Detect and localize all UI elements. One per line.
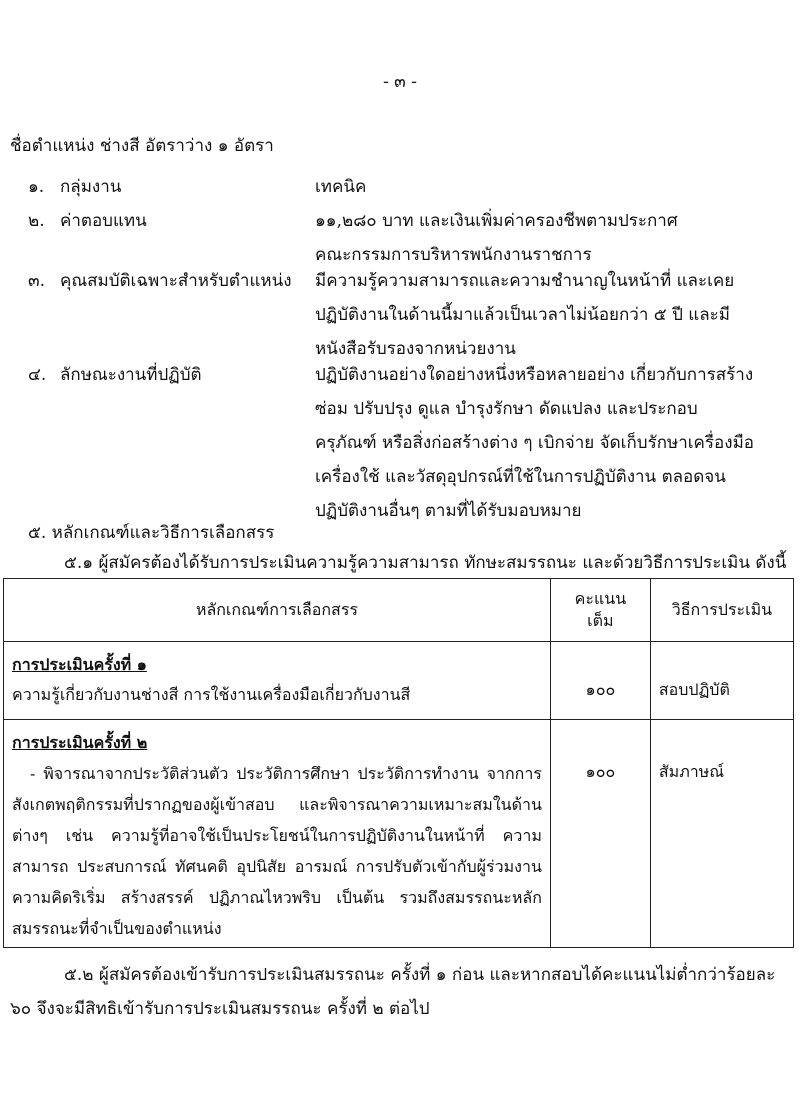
section5-title: ๕. หลักเกณฑ์และวิธีการเลือกสรร — [28, 523, 275, 543]
section5-2-line1: ๕.๒ ผู้สมัครต้องเข้ารับการประเมินสมรรถนะ ครั้งที่ ๑ ก่อน และหากสอบได้คะแนนไม่ต่ำกว่าร้อยละ — [64, 965, 776, 985]
round-title: การประเมินครั้งที่ ๑ — [12, 655, 147, 674]
item-number: ๒. — [28, 211, 45, 231]
item-number: ๓. — [28, 271, 46, 291]
item-value — [315, 204, 800, 272]
value-line: ครุภัณฑ์ หรือสิ่งก่อสร้างต่าง ๆ เบิกจ่าย จัดเก็บรักษาเครื่องมือ — [315, 433, 754, 453]
table-row — [4, 642, 794, 720]
method-value: สัมภาษณ์ — [658, 762, 725, 781]
value-line: ปฏิบัติงานอย่างใดอย่างหนึ่งหรือหลายอย่าง เกี่ยวกับการสร้าง — [315, 365, 754, 385]
item-label: กลุ่มงาน — [60, 177, 122, 197]
value-line: ปฏิบัติงานอื่นๆ ตามที่ได้รับมอบหมาย — [315, 501, 582, 521]
header-score — [550, 579, 650, 642]
value-line: ๑๑,๒๘๐ บาท และเงินเพิ่มค่าครองชีพตามประกาศ — [315, 211, 678, 231]
position-heading: ชื่อตำแหน่ง ช่างสี อัตราว่าง ๑ อัตรา — [10, 136, 274, 156]
item-label: คุณสมบัติเฉพาะสำหรับตำแหน่ง — [60, 271, 292, 291]
header-method: วิธีการประเมิน — [650, 579, 793, 642]
section5-2-line2: ๖๐ จึงจะมีสิทธิเข้ารับการประเมินสมรรถนะ ครั้งที่ ๒ ต่อไป — [10, 999, 430, 1019]
value-line: เครื่องใช้ และวัสดุอุปกรณ์ที่ใช้ในการปฏิบัติงาน ตลอดจน — [315, 467, 726, 487]
section5-1-text: ๕.๑ ผู้สมัครต้องได้รับการประเมินความรู้ความสามารถ ทักษะสมรรถนะ และด้วยวิธีการประเมิน ดังนี้ — [64, 553, 787, 573]
item-value — [315, 264, 800, 366]
item-label: ค่าตอบแทน — [60, 211, 147, 231]
round-title: การประเมินครั้งที่ ๒ — [12, 733, 148, 752]
score-cell — [550, 642, 650, 720]
header-score-line2: เต็ม — [587, 611, 614, 630]
score-cell — [550, 720, 650, 948]
score-value: ๑๐๐ — [585, 680, 616, 699]
value-line: ซ่อม ปรับปรุง ดูแล บำรุงรักษา ดัดแปลง และประกอบ — [315, 399, 698, 419]
table-header-row — [4, 579, 794, 642]
header-criteria: หลักเกณฑ์การเลือกสรร — [4, 579, 551, 642]
score-value: ๑๐๐ — [585, 762, 616, 781]
method-cell — [650, 642, 793, 720]
value-line: คณะกรรมการบริหารพนักงานราชการ — [315, 245, 592, 265]
method-cell — [650, 720, 793, 948]
value-line: มีความรู้ความสามารถและความชำนาญในหน้าที่ และเคย — [315, 271, 735, 291]
value-line: ปฏิบัติงานในด้านนี้มาแล้วเป็นเวลาไม่น้อยกว่า ๕ ปี และมี — [315, 305, 730, 325]
item-number: ๔. — [28, 365, 47, 385]
item-value — [315, 358, 800, 528]
round-description: - พิจารณาจากประวัติส่วนตัว ประวัติการศึกษา ประวัติการทำงาน จากการสังเกตพฤติกรรมที่ปรากฏของผู้เข้าสอบ และพิจารณาความเหมาะสมในด้านต่างๆ เช่น ความรู้ที่อาจใช้เป็นประโยชน์ในการปฏิบัติงานในหน้าที่ ความสามารถ ประสบการณ์ ทัศนคติ อุปนิสัย อารมณ์ การปรับตัวเข้ากับผู้ร่วมงาน ความคิดริเริ่ม สร้างสรรค์ ปฏิภาณไหวพริบ เป็นต้น รวมถึงสมรรถนะหลัก สมรรถนะที่จำเป็นของตำแหน่ง — [12, 764, 542, 938]
item-label: ลักษณะงานที่ปฏิบัติ — [60, 365, 202, 385]
item-value — [315, 170, 800, 204]
method-value: สอบปฏิบัติ — [658, 680, 730, 699]
value-line: หนังสือรับรองจากหน่วยงาน — [315, 339, 516, 359]
criteria-table — [3, 578, 794, 948]
value-line: เทคนิค — [315, 177, 367, 197]
item-number: ๑. — [28, 177, 45, 197]
table-row — [4, 720, 794, 948]
page-number: - ๓ - — [383, 72, 417, 92]
round-description: ความรู้เกี่ยวกับงานช่างสี การใช้งานเครื่องมือเกี่ยวกับงานสี — [12, 685, 411, 704]
section5-2-text — [10, 958, 790, 1026]
header-score-line1: คะแนน — [574, 589, 627, 608]
criteria-cell — [4, 720, 551, 948]
criteria-cell — [4, 642, 551, 720]
